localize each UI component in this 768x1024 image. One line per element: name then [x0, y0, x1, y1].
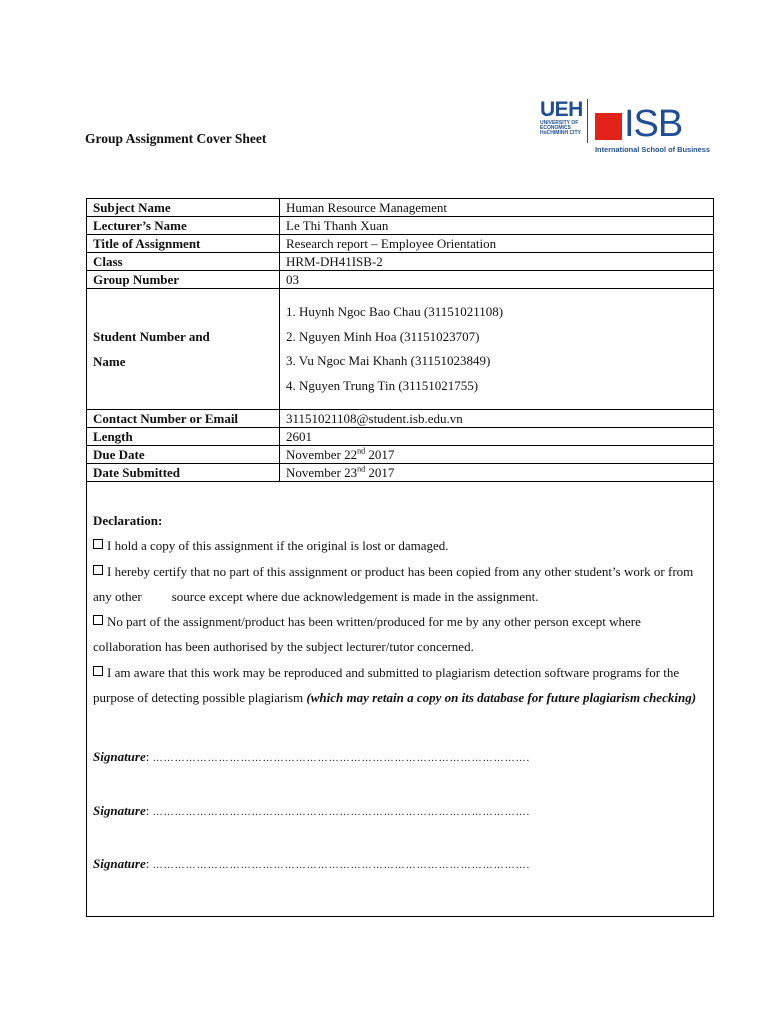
- ueh-logo-line: ECONOMICS: [540, 125, 571, 131]
- signature-line: [93, 851, 707, 878]
- info-table: [87, 199, 713, 482]
- student-label-line: Student Number and: [93, 329, 210, 344]
- checkbox-icon: [93, 615, 103, 625]
- signature-colon: :: [145, 855, 150, 871]
- submitted-year: 2017: [365, 465, 395, 480]
- ueh-logo-text: UEH: [540, 98, 583, 121]
- date-submitted-label: Date Submitted: [87, 464, 280, 482]
- contact-label: Contact Number or Email: [87, 410, 280, 428]
- table-row: [87, 235, 713, 253]
- assignment-title-value: Research report – Employee Orientation: [280, 235, 714, 253]
- student-item: 3. Vu Ngoc Mai Khanh (31151023849): [286, 353, 491, 368]
- submitted-month: November 23: [286, 465, 358, 480]
- signature-dots: ………………………………………………………………………………………….: [152, 859, 531, 871]
- length-label: Length: [87, 428, 280, 446]
- signature-dots: ………………………………………………………………………………………….: [152, 753, 531, 765]
- signature-line: [93, 798, 707, 825]
- declaration-item: [93, 559, 707, 610]
- cover-sheet: [86, 198, 714, 917]
- student-label-line: Name: [93, 354, 126, 369]
- lecturer-value: Le Thi Thanh Xuan: [280, 217, 714, 235]
- checkbox-icon: [93, 666, 103, 676]
- table-row: [87, 199, 713, 217]
- logo-divider: [587, 99, 588, 143]
- declaration-item: [93, 533, 707, 558]
- subject-label: Subject Name: [87, 199, 280, 217]
- class-label: Class: [87, 253, 280, 271]
- due-date-month: November 22: [286, 447, 358, 462]
- declaration-section: [87, 482, 713, 878]
- signature-dots: ………………………………………………………………………………………….: [152, 806, 531, 818]
- student-item: 2. Nguyen Minh Hoa (31151023707): [286, 328, 480, 344]
- ueh-logo-line: UNIVERSITY OF: [540, 120, 579, 126]
- assignment-title-label: Title of Assignment: [87, 235, 280, 253]
- university-logo: [540, 99, 712, 159]
- checkbox-icon: [93, 565, 103, 575]
- table-row: [87, 217, 713, 235]
- group-number-label: Group Number: [87, 271, 280, 289]
- isb-logo-text: ISB: [624, 103, 683, 145]
- signature-label: Signature: [93, 855, 146, 871]
- declaration-item: [93, 609, 707, 660]
- declaration-text: No part of the assignment/product has been written/produced for me by any other person except where collaboration has been authorised by the subject lecturer/tutor concerned.: [93, 614, 641, 655]
- student-item: 1. Huynh Ngoc Bao Chau (31151021108): [286, 304, 504, 319]
- student-list: [280, 289, 714, 410]
- table-row: [87, 253, 713, 271]
- group-number-value: 03: [280, 271, 714, 289]
- signature-label: Signature: [93, 749, 146, 765]
- declaration-text: I hold a copy of this assignment if the original is lost or damaged.: [107, 538, 449, 554]
- submitted-suffix: nd: [357, 464, 366, 474]
- page-title: Group Assignment Cover Sheet: [85, 131, 267, 146]
- table-row: [87, 289, 713, 410]
- table-row: [87, 410, 713, 428]
- length-value: 2601: [280, 428, 714, 446]
- declaration-item: [93, 660, 707, 711]
- table-row: [87, 446, 713, 464]
- lecturer-label: Lecturer’s Name: [87, 217, 280, 235]
- declaration-emphasis: (which may retain a copy on its database for future plagiarism checking): [306, 690, 697, 706]
- student-label: [87, 289, 280, 410]
- isb-logo-subtitle: International School of Business: [595, 145, 710, 154]
- table-row: [87, 464, 713, 482]
- isb-red-square: [595, 113, 622, 140]
- date-submitted-value: [280, 464, 714, 482]
- due-date-label: Due Date: [87, 446, 280, 464]
- contact-value: 31151021108@student.isb.edu.vn: [280, 410, 714, 428]
- signature-colon: :: [145, 749, 150, 765]
- signature-colon: :: [145, 802, 150, 818]
- signature-label: Signature: [93, 802, 146, 818]
- table-row: [87, 271, 713, 289]
- declaration-heading: Declaration:: [93, 513, 163, 528]
- ueh-logo-line: HoCHIMINH CITY: [540, 130, 581, 136]
- checkbox-icon: [93, 539, 103, 549]
- student-item: 4. Nguyen Trung Tin (31151021755): [286, 377, 479, 393]
- table-row: [87, 428, 713, 446]
- declaration-text: source except where due acknowledgement is made in the assignment.: [171, 588, 539, 604]
- class-value: HRM-DH41ISB-2: [280, 253, 714, 271]
- due-date-year: 2017: [365, 447, 395, 462]
- due-date-suffix: nd: [357, 446, 366, 456]
- signature-line: [93, 744, 707, 771]
- subject-value: Human Resource Management: [280, 199, 714, 217]
- declaration-text: I am aware that this work may be reproduced and submitted to plagiarism detection software programs for the purpose of detecting possible plagiarism: [93, 664, 680, 706]
- due-date-value: [280, 446, 714, 464]
- declaration-text: I hereby certify that no part of this assignment or product has been copied from any other student’s work or from any other: [93, 563, 694, 604]
